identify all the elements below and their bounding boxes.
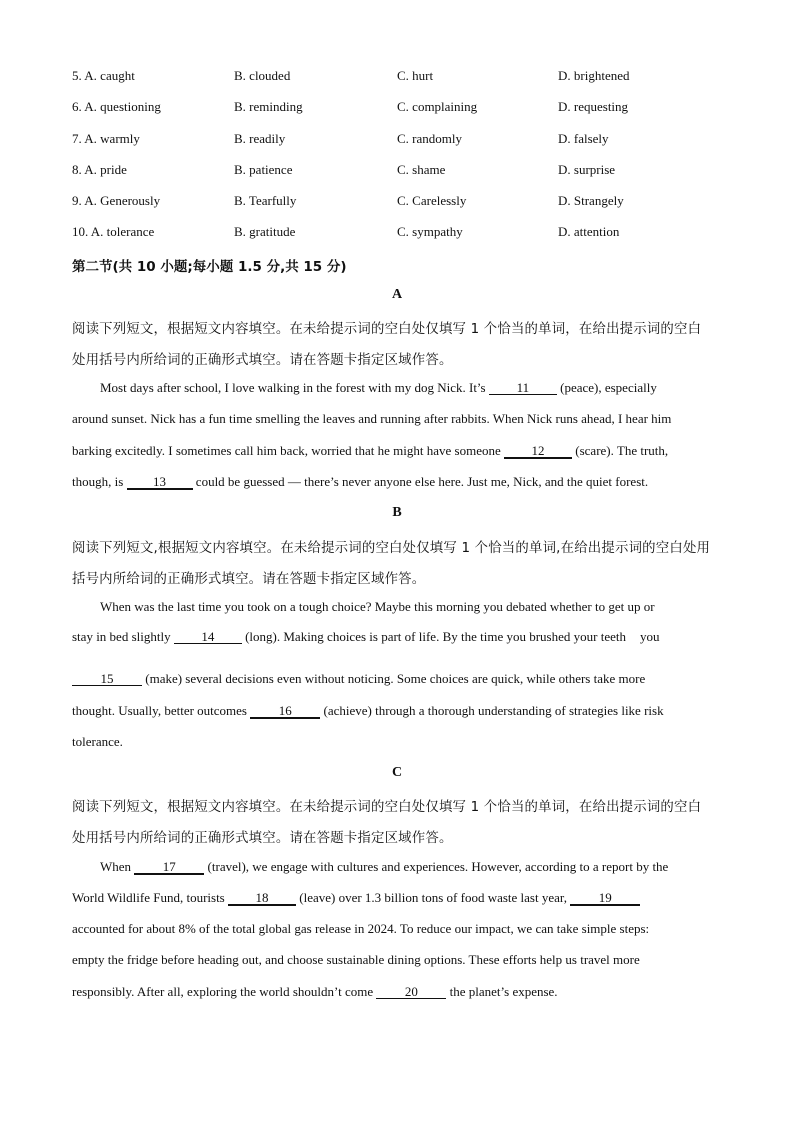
option-c: C. Carelessly xyxy=(397,193,467,208)
option-a: questioning xyxy=(100,99,161,114)
blank-14[interactable]: 14 xyxy=(174,630,242,644)
option-a: caught xyxy=(100,68,135,83)
option-c: C. sympathy xyxy=(397,224,463,239)
passage-line: empty the fridge before heading out, and choose sustainable dining options. These efforts help us travel more xyxy=(72,952,640,967)
passage-line: around sunset. Nick has a fun time smelling the leaves and running after rabbits. When Nick runs ahead, I hear him xyxy=(72,411,672,426)
option-d: D. Strangely xyxy=(558,193,624,208)
option-b: B. Tearfully xyxy=(234,193,297,208)
option-a: pride xyxy=(100,162,127,177)
blank-18[interactable]: 18 xyxy=(228,891,296,906)
instruction-line: 阅读下列短文，根据短文内容填空。在未给提示词的空白处仅填写 1 个恰当的单词，在给出提示词的空白 xyxy=(72,800,702,815)
option-num: 10. A. xyxy=(72,224,104,239)
option-num: 7. A. xyxy=(72,131,97,146)
option-d: D. falsely xyxy=(558,131,609,146)
passage-line: stay in bed slightly 14 (long). Making choices is part of life. By the time you brushed your teeth you xyxy=(72,629,660,644)
option-d: D. attention xyxy=(558,224,620,239)
option-a: tolerance xyxy=(106,224,155,239)
instruction-line: 处用括号内所给词的正确形式填空。请在答题卡指定区域作答。 xyxy=(72,831,453,846)
option-a: Generously xyxy=(100,193,161,208)
blank-12[interactable]: 12 xyxy=(504,444,572,459)
option-d: D. requesting xyxy=(558,99,629,114)
blank-20[interactable]: 20 xyxy=(376,985,446,999)
instruction-line: 阅读下列短文，根据短文内容填空。在未给提示词的空白处仅填写 1 个恰当的单词，在给出提示词的空白 xyxy=(72,322,702,337)
passage-letter-c: C xyxy=(391,765,403,780)
passage-line: Most days after school, I love walking in the forest with my dog Nick. It’s 11 (peace), especially xyxy=(100,380,657,395)
passage-line: though, is 13 could be guessed — there’s never anyone else here. Just me, Nick, and the quiet forest. xyxy=(72,474,649,489)
instruction-line: 括号内所给词的正确形式填空。请在答题卡指定区域作答。 xyxy=(72,572,426,587)
passage-line: World Wildlife Fund, tourists 18 (leave) over 1.3 billion tons of food waste last year, 19 xyxy=(72,890,640,906)
instruction-line: 处用括号内所给词的正确形式填空。请在答题卡指定区域作答。 xyxy=(72,353,453,368)
option-d: D. brightened xyxy=(558,68,630,83)
instruction-line: 阅读下列短文,根据短文内容填空。在未给提示词的空白处仅填写 1 个恰当的单词,在给出提示词的空白处用 xyxy=(72,541,711,556)
blank-19[interactable]: 19 xyxy=(570,891,640,906)
option-num: 6. A. xyxy=(72,99,97,114)
option-b: B. clouded xyxy=(234,68,291,83)
option-num: 8. A. xyxy=(72,162,97,177)
passage-line: barking excitedly. I sometimes call him back, worried that he might have someone 12 (scare). The truth, xyxy=(72,443,669,458)
option-b: B. readily xyxy=(234,131,286,146)
blank-16[interactable]: 16 xyxy=(250,704,320,719)
option-b: B. gratitude xyxy=(234,224,296,239)
option-c: C. hurt xyxy=(397,68,434,83)
option-d: D. surprise xyxy=(558,162,616,177)
passage-letter-b: B xyxy=(392,505,402,520)
passage-line: 15 (make) several decisions even without noticing. Some choices are quick, while others take more xyxy=(72,671,645,687)
passage-line: When was the last time you took on a tough choice? Maybe this morning you debated whether to get up or xyxy=(100,599,655,614)
passage-line: When 17 (travel), we engage with cultures and experiences. However, according to a report by the xyxy=(100,859,669,874)
blank-13[interactable]: 13 xyxy=(127,475,193,490)
option-num: 9. A. xyxy=(72,193,97,208)
option-c: C. complaining xyxy=(397,99,478,114)
section-title: 第二节(共 10 小题;每小题 1.5 分,共 15 分) xyxy=(72,259,347,275)
passage-letter-a: A xyxy=(391,287,403,302)
passage-line: tolerance. xyxy=(72,734,123,749)
passage-line: responsibly. After all, exploring the world shouldn’t come 20 the planet’s expense. xyxy=(72,984,558,999)
blank-11[interactable]: 11 xyxy=(489,381,557,395)
option-b: B. patience xyxy=(234,162,293,177)
option-b: B. reminding xyxy=(234,99,303,114)
passage-line: thought. Usually, better outcomes 16 (achieve) through a thorough understanding of strategies like risk xyxy=(72,703,664,718)
blank-15[interactable]: 15 xyxy=(72,672,142,686)
blank-17[interactable]: 17 xyxy=(134,860,204,875)
option-c: C. randomly xyxy=(397,131,462,146)
option-a: warmly xyxy=(100,131,140,146)
option-num: 5. A. xyxy=(72,68,97,83)
passage-line: accounted for about 8% of the total global gas release in 2024. To reduce our impact, we can take simple steps: xyxy=(72,921,650,936)
option-c: C. shame xyxy=(397,162,446,177)
